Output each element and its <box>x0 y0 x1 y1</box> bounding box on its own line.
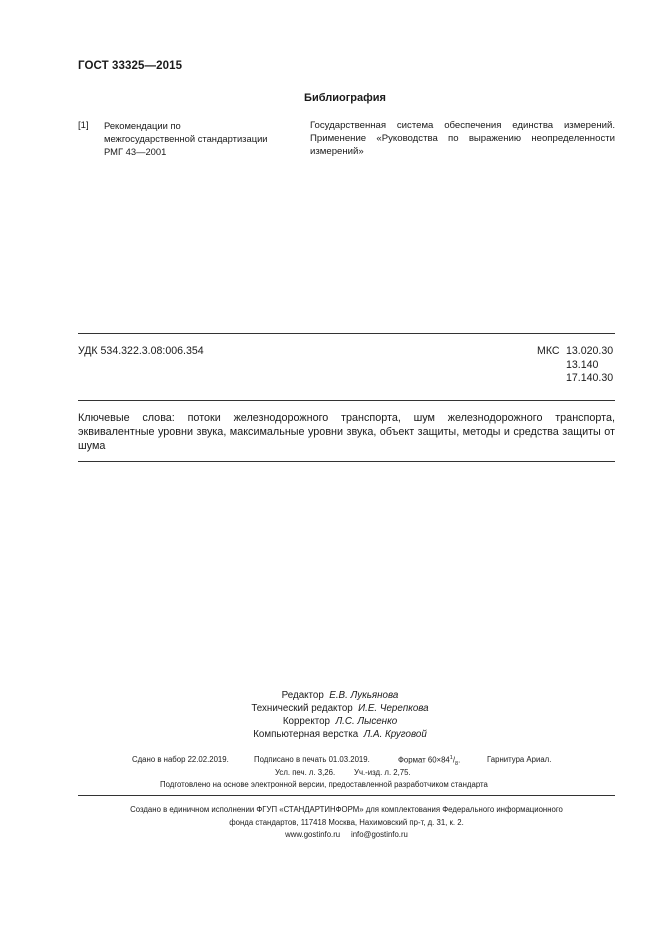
imprint-typeface: Гарнитура Ариал. <box>487 755 552 764</box>
email-link[interactable]: info@gostinfo.ru <box>350 830 408 839</box>
staff-editor <box>160 690 520 701</box>
bibliography-entry-number: [1] <box>78 120 89 131</box>
mks-code: 13.140 <box>566 358 599 371</box>
imprint-signed: Подписано в печать 01.03.2019. <box>254 755 370 764</box>
bibliography-entry-source <box>104 119 289 158</box>
staff-name: И.Е. Черепкова <box>358 703 429 714</box>
staff-layout <box>160 729 520 740</box>
imprint-prepared: Подготовлено на основе электронной версии, предоставленной разработчиком стандарта <box>160 780 488 789</box>
imprint-format: Формат $60\times 84^1/_8$. <box>398 755 461 768</box>
imprint-print-sheets: Усл. печ. л. 3,26. <box>275 768 336 777</box>
format-numerator: 1 <box>449 755 453 761</box>
keywords-paragraph: Ключевые слова: потоки железнодорожного транспорта, шум железнодорожного транспорта, эквивалентные уровни звука, максимальные уровни звука, объект защиты, методы и средства защиты от шума <box>78 412 615 452</box>
staff-role: Технический редактор <box>251 703 353 714</box>
imprint-sent: Сдано в набор 22.02.2019. <box>132 755 229 764</box>
staff-role: Компьютерная верстка <box>253 729 359 740</box>
source-line: РМГ 43—2001 <box>104 146 167 157</box>
footer-contacts <box>78 829 615 842</box>
footer-line: Создано в единичном исполнении ФГУП «СТАНДАРТИНФОРМ» для комплектования Федерального информационного <box>130 805 563 814</box>
staff-role: Редактор <box>281 690 324 701</box>
divider-line <box>78 795 615 796</box>
divider-line <box>78 461 615 462</box>
publisher-footer <box>78 804 615 842</box>
format-label: Формат 60×84 <box>398 755 450 765</box>
divider-line <box>78 400 615 401</box>
imprint-publ-sheets: Уч.-изд. л. 2,75. <box>354 768 411 777</box>
udk-code: УДК 534.322.3.08:006.354 <box>78 345 204 357</box>
staff-name: Л.А. Круговой <box>363 729 427 740</box>
staff-proofreader <box>160 716 520 727</box>
mks-code: 17.140.30 <box>566 372 614 384</box>
divider-line <box>78 333 615 334</box>
mks-label: МКС <box>537 345 560 357</box>
mks-codes <box>566 345 613 386</box>
bibliography-entry-description: Государственная система обеспечения единства измерений. Применение «Руководства по выражению неопределенности измерений» <box>310 120 615 157</box>
staff-name: Е.В. Лукьянова <box>329 690 399 701</box>
website-link[interactable]: www.gostinfo.ru <box>285 830 341 839</box>
staff-tech-editor <box>160 703 520 714</box>
footer-line: фонда стандартов, 117418 Москва, Нахимовский пр-т, д. 31, к. 2. <box>229 817 464 827</box>
source-line: Рекомендации по <box>104 120 181 131</box>
bibliography-title: Библиография <box>304 92 386 104</box>
document-id-header: ГОСТ 33325—2015 <box>78 60 183 72</box>
mks-code: 13.020.30 <box>566 345 614 357</box>
staff-name: Л.С. Лысенко <box>335 716 398 727</box>
source-line: межгосударственной стандартизации <box>104 133 268 144</box>
staff-role: Корректор <box>282 716 330 727</box>
format-denominator: 8 <box>455 761 459 768</box>
